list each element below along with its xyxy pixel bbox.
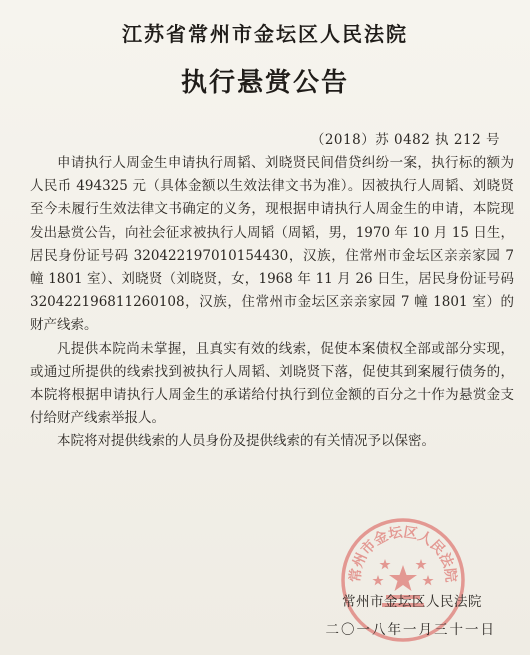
court-name-heading: 江苏省常州市金坛区人民法院 — [122, 22, 408, 46]
document-title: 执行悬赏公告 — [180, 68, 349, 98]
paragraph-reward-terms: 凡提供本院尚未掌握，且真实有效的线索，促使本案债权全部或部分实现，或通过所提供的线索找到被执行人周韬、刘晓贤下落，促使其到案履行债务的，本院将根据申请执行人周金生的承诺给付执行到位金额的百分之十作为悬赏金支付给财产线索举报人。 — [30, 340, 514, 427]
announcement-body — [30, 152, 514, 454]
paragraph-confidentiality: 本院将对提供线索的人员身份及提供线索的有关情况予以保密。 — [57, 433, 435, 450]
case-number: （2018）苏 0482 执 212 号 — [310, 132, 500, 148]
paragraph-case-details: 申请执行人周金生申请执行周韬、刘晓贤民间借贷纠纷一案，执行标的额为人民币 494325 元（具体金额以生效法律文书为准）。因被执行人周韬、刘晓贤至今未履行生效法律文书确定的义务，现根据申请执行人周金生的申请，本院现发出悬赏公告，向社会征求被执行人周韬（周韬，男，1970 年 10 月 15 日生，居民身份证号码 320422197010154430，汉族，住常州市金坛区亲亲家园 7 幢 1801 室）、刘晓贤（刘晓贤，女，1968 年 11 月 26 日生，居民身份证号码 320422196811260108，汉族，住常州市金坛区亲亲家园 7 幢 1801 室）的财产线索。 — [30, 155, 514, 334]
signature-date: 二〇一八年一月三十一日 — [325, 622, 496, 638]
signature-court-name: 常州市金坛区人民法院 — [342, 594, 482, 610]
seal-ring-text: 常州市金坛区人民法院 — [347, 524, 459, 584]
